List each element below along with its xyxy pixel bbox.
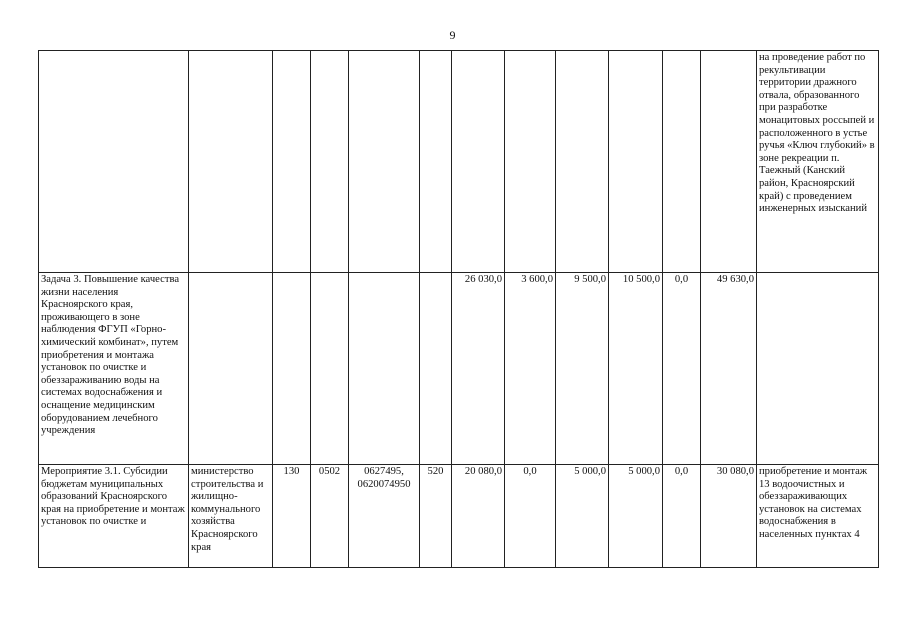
table-row (39, 51, 879, 273)
cell-grbs (273, 51, 311, 273)
cell-total (701, 51, 757, 273)
cell-year4: 5 000,0 (609, 465, 663, 568)
table-row (39, 465, 879, 568)
cell-rzpr: 0502 (311, 465, 349, 568)
cell-year5 (663, 51, 701, 273)
budget-table (38, 50, 879, 568)
cell-year1: 20 080,0 (452, 465, 505, 568)
cell-year4 (609, 51, 663, 273)
cell-description: на проведение работ по рекультивации территории дражного отвала, образованного при разработке монацитовых россыпей и расположенного в устье ручья «Ключ глубокий» в зоне рекреации п. Таежный (Канский район, Красноярский край) с проведением инженерных изысканий (757, 51, 879, 273)
cell-csr (349, 273, 420, 465)
cell-year5: 0,0 (663, 273, 701, 465)
cell-year3: 5 000,0 (556, 465, 609, 568)
cell-vr (420, 273, 452, 465)
cell-rzpr (311, 51, 349, 273)
page-number: 9 (449, 28, 456, 42)
cell-total: 49 630,0 (701, 273, 757, 465)
cell-grbs (273, 273, 311, 465)
cell-year1 (452, 51, 505, 273)
cell-executor: министерство строительства и жилищно-коммунального хозяйства Красноярского края (189, 465, 273, 568)
cell-executor (189, 273, 273, 465)
table-row (39, 273, 879, 465)
cell-year2 (505, 51, 556, 273)
cell-vr: 520 (420, 465, 452, 568)
cell-name: Задача 3. Повышение качества жизни населения Красноярского края, проживающего в зоне наблюдения ФГУП «Горно-химический комбинат», путем приобретения и монтажа установок по очистке и обеззараживанию воды на системах водоснабжения и оснащение медицинским оборудованием лечебного учреждения (39, 273, 189, 465)
cell-rzpr (311, 273, 349, 465)
cell-total: 30 080,0 (701, 465, 757, 568)
cell-grbs: 130 (273, 465, 311, 568)
cell-description (757, 273, 879, 465)
cell-csr (349, 51, 420, 273)
cell-year2: 0,0 (505, 465, 556, 568)
cell-year5: 0,0 (663, 465, 701, 568)
cell-year4: 10 500,0 (609, 273, 663, 465)
cell-executor (189, 51, 273, 273)
cell-csr: 0627495, 0620074950 (349, 465, 420, 568)
cell-year1: 26 030,0 (452, 273, 505, 465)
cell-year2: 3 600,0 (505, 273, 556, 465)
cell-name (39, 51, 189, 273)
cell-year3: 9 500,0 (556, 273, 609, 465)
cell-year3 (556, 51, 609, 273)
cell-name: Мероприятие 3.1. Субсидии бюджетам муниципальных образований Красноярского края на приобретение и монтаж установок по очистке и (39, 465, 189, 568)
cell-description: приобретение и монтаж 13 водоочистных и обеззараживающих установок на системах водоснабжения в населенных пунктах 4 (757, 465, 879, 568)
cell-vr (420, 51, 452, 273)
